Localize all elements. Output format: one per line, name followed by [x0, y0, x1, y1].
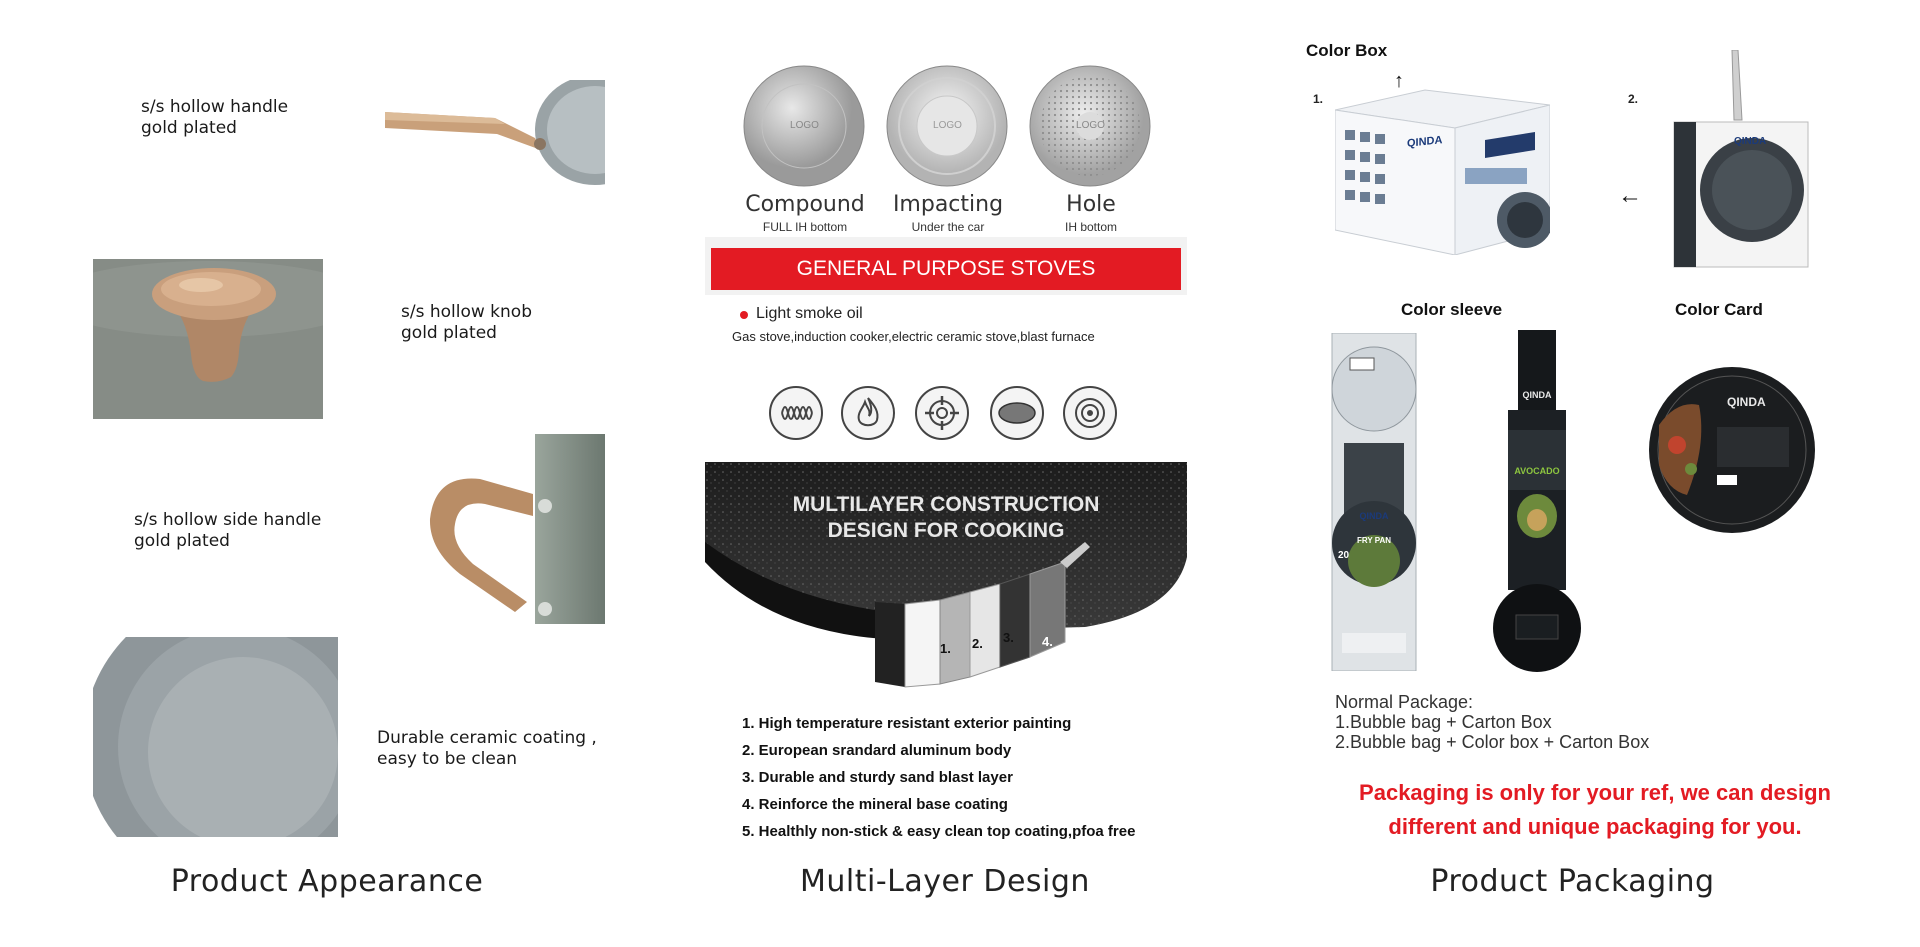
oil-note: Light smoke oil — [756, 305, 863, 322]
layer-item-1: 1. High temperature resistant exterior painting — [742, 715, 1072, 732]
side-handle-photo — [415, 434, 605, 624]
ceramic-plate-icon — [990, 386, 1044, 440]
ceramic-coating-label: Durable ceramic coating , easy to be clean — [377, 728, 597, 769]
layer-num-2: 2. — [972, 636, 983, 651]
layer-num-4: 4. — [1042, 634, 1053, 649]
layer-item-5: 5. Healthly non-stick & easy clean top coating,pfoa free — [742, 823, 1136, 840]
compound-sub: FULL IH bottom — [762, 220, 848, 234]
color-sleeve-heading: Color sleeve — [1401, 300, 1503, 319]
sleeve1-brand: QINDA — [1359, 511, 1389, 521]
layer-item-3: 3. Durable and sturdy sand blast layer — [742, 769, 1013, 786]
construction-diagram — [705, 462, 1187, 690]
arrow-up-icon: ↑ — [1394, 70, 1404, 92]
red-bullet — [740, 311, 748, 319]
sleeve2-avocado: AVOCADO — [1514, 466, 1560, 476]
hole-bottom-disc — [1028, 64, 1153, 189]
handle-label: s/s hollow handle gold plated — [141, 97, 289, 138]
ceramic-coating-photo — [93, 637, 338, 837]
stove-types: Gas stove,induction cooker,electric ceramic stove,blast furnace — [732, 329, 1095, 344]
hot-plate-icon — [1063, 386, 1117, 440]
compound-bottom-disc — [742, 64, 867, 189]
packaging-title: Product Packaging — [1430, 864, 1715, 899]
impacting-name: Impacting — [892, 192, 1004, 217]
package-num-1: 1. — [1313, 92, 1324, 106]
pan-sleeve-image — [1672, 50, 1812, 270]
color-box-image — [1335, 80, 1550, 255]
gas-flame-icon — [841, 386, 895, 440]
color-card-heading: Color Card — [1675, 300, 1763, 319]
hole-name: Hole — [1066, 192, 1116, 217]
knob-label: s/s hollow knob gold plated — [401, 302, 532, 343]
sleeve2-brand: QINDA — [1522, 390, 1552, 400]
color-sleeve-1 — [1330, 333, 1418, 671]
sleeve1-size: 20 — [1338, 550, 1350, 561]
packaging-note-line1: Packaging is only for your ref, we can design — [1359, 780, 1831, 805]
packaging-note — [1300, 776, 1890, 844]
side-handle-label: s/s hollow side handle gold plated — [134, 510, 322, 551]
hole-logo: LOGO — [1076, 120, 1105, 131]
normal-package-heading: Normal Package: — [1335, 692, 1474, 712]
color-sleeve-2 — [1492, 330, 1582, 672]
handle-photo — [385, 80, 605, 190]
layer-item-4: 4. Reinforce the mineral base coating — [742, 796, 1008, 813]
layer-num-3: 3. — [1003, 630, 1014, 645]
impacting-sub: Under the car — [911, 220, 985, 234]
layer-list — [742, 715, 1135, 840]
induction-coil-icon — [769, 386, 823, 440]
pan-sleeve-brand: QINDA — [1734, 136, 1767, 147]
impacting-bottom-disc — [885, 64, 1010, 189]
gas-burner-icon — [915, 386, 969, 440]
layer-num-5: 5. — [1080, 644, 1091, 659]
hole-sub: IH bottom — [1064, 220, 1118, 234]
sleeve1-fry-pan: FRY PAN — [1356, 536, 1392, 545]
package-option-1: 1.Bubble bag + Carton Box — [1335, 712, 1552, 732]
appearance-title: Product Appearance — [170, 864, 484, 899]
multilayer-title: Multi-Layer Design — [800, 864, 1090, 899]
packaging-note-line2: different and unique packaging for you. — [1388, 814, 1802, 839]
knob-photo — [93, 259, 323, 419]
color-box-heading: Color Box — [1306, 41, 1388, 60]
package-option-2: 2.Bubble bag + Color box + Carton Box — [1335, 732, 1650, 752]
color-card-brand: QINDA — [1727, 395, 1766, 409]
construction-title-line2: DESIGN FOR COOKING — [827, 519, 1065, 542]
layer-item-2: 2. European srandard aluminum body — [742, 742, 1012, 759]
color-card-image — [1647, 365, 1817, 535]
color-box-brand: QINDA — [1407, 134, 1443, 150]
arrow-left-icon: ← — [1618, 182, 1642, 209]
impacting-logo: LOGO — [933, 120, 962, 131]
construction-title-line1: MULTILAYER CONSTRUCTION — [792, 493, 1100, 516]
compound-logo: LOGO — [790, 120, 819, 131]
compound-name: Compound — [745, 192, 865, 217]
stoves-banner: GENERAL PURPOSE STOVES — [711, 248, 1181, 290]
layer-num-1: 1. — [940, 641, 951, 656]
package-num-2: 2. — [1628, 92, 1639, 106]
